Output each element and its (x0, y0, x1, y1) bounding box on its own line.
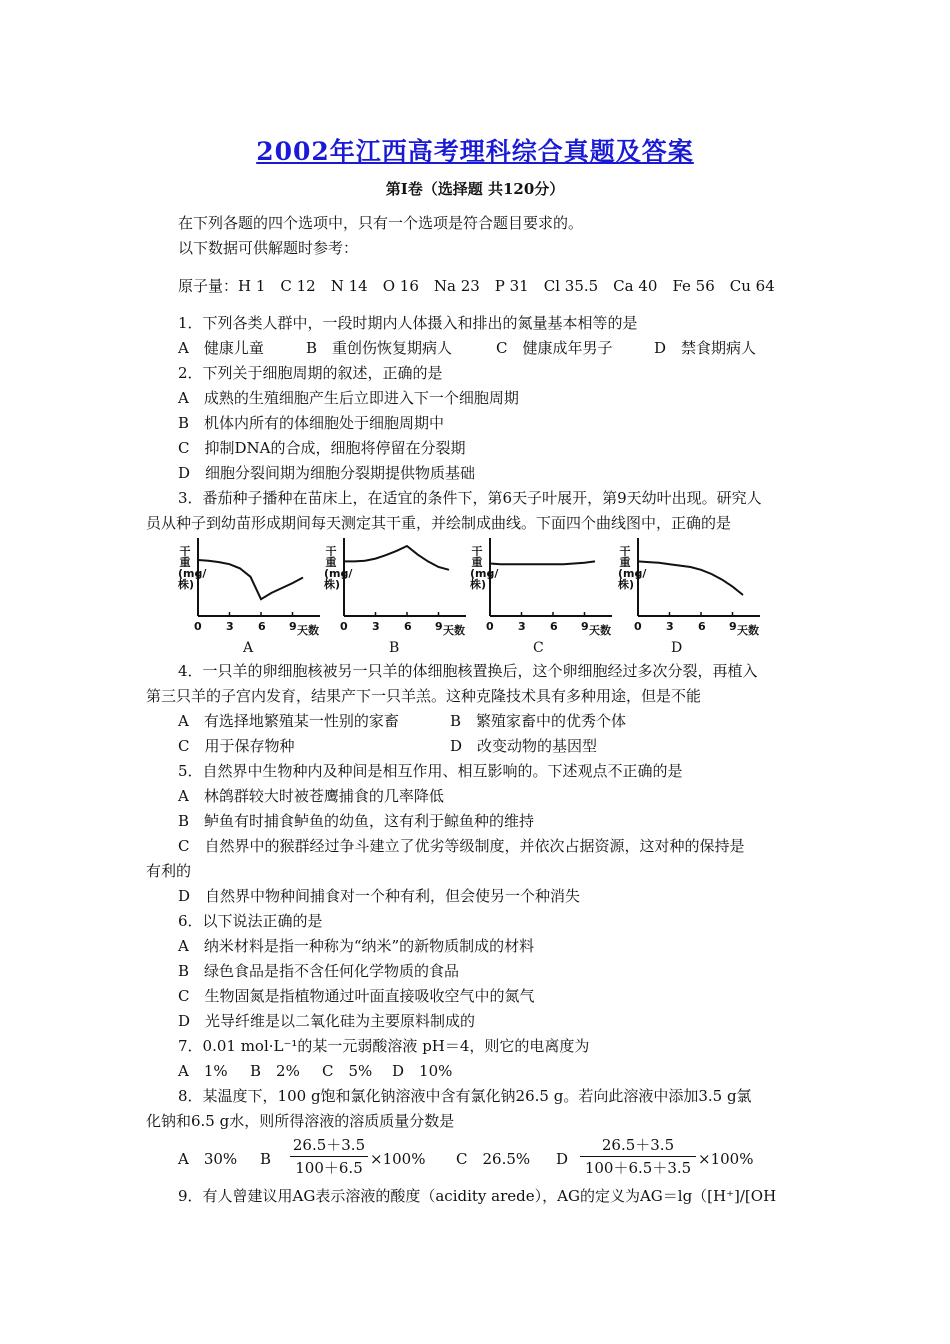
chart-a-ylabel: 干重(mg/株) (178, 545, 207, 591)
q8-fraction-d-denominator: 100＋6.5＋3.5 (584, 1159, 692, 1177)
q8-fraction-d (580, 1134, 696, 1179)
q2-option-b: B 机体内所有的体细胞处于细胞周期中 (178, 414, 445, 432)
chart-a-xlabel: 天数 (297, 624, 319, 637)
q8-fraction-d-numerator: 26.5＋3.5 (580, 1134, 696, 1157)
q8-fraction-b-numerator: 26.5＋3.5 (290, 1134, 368, 1157)
chart-d-tick-3: 3 (666, 620, 674, 633)
q4-stem-line-2: 第三只羊的子宫内发育，结果产下一只羊羔。这种克隆技术具有多种用途，但是不能 (146, 687, 702, 705)
q1-option-c: C 健康成年男子 (496, 339, 613, 357)
q8-option-d: D (556, 1150, 569, 1168)
q2-option-a: A 成熟的生殖细胞产生后立即进入下一个细胞周期 (178, 389, 519, 407)
chart-c-tick-3: 3 (518, 620, 526, 633)
q8-option-b-times: ×100% (370, 1150, 426, 1168)
chart-c-curve (490, 561, 595, 564)
chart-a-plot (176, 532, 324, 632)
q5-option-c-wrap: 有利的 (146, 862, 192, 880)
chart-d (616, 532, 764, 660)
chart-b-label: B (389, 640, 400, 656)
q7-stem: 7．0.01 mol·L⁻¹的某一元弱酸溶液 pH＝4，则它的电离度为 (178, 1037, 590, 1055)
chart-b (322, 532, 470, 660)
q1-option-b: B 重创伤恢复期病人 (306, 339, 453, 357)
chart-d-tick-0: 0 (634, 620, 642, 633)
chart-c-plot (468, 532, 616, 632)
q6-option-d: D 光导纤维是以二氧化硅为主要原料制成的 (178, 1012, 476, 1030)
chart-d-plot (616, 532, 764, 632)
q5-option-c: C 自然界中的猴群经过争斗建立了优劣等级制度，并依次占据资源，这对种的保持是 (178, 837, 745, 855)
chart-b-tick-9: 9 (435, 620, 443, 633)
q6-option-a: A 纳米材料是指一种称为“纳米”的新物质制成的材料 (178, 937, 535, 955)
q8-stem-line-1: 8．某温度下，100 g饱和氯化钠溶液中含有氯化钠26.5 g。若向此溶液中添加3.5 g氯 (178, 1087, 752, 1105)
section-heading: 第Ⅰ卷（选择题 共120分） (385, 180, 565, 198)
q8-option-c: C 26.5% (456, 1150, 531, 1168)
q3-stem-line-2: 员从种子到幼苗形成期间每天测定其干重，并绘制成曲线。下面四个曲线图中，正确的是 (146, 514, 732, 532)
q8-option-b: B (260, 1150, 272, 1168)
chart-a-tick-3: 3 (226, 620, 234, 633)
q7-options (178, 1060, 498, 1082)
q1-option-d: D 禁食期病人 (654, 339, 757, 357)
q2-stem: 2．下列关于细胞周期的叙述，正确的是 (178, 364, 443, 382)
q7-option-a: A 1% (178, 1062, 228, 1080)
q3-stem-line-1: 3．番茄种子播种在苗床上，在适宜的条件下，第6天子叶展开，第9天幼叶出现。研究人 (178, 489, 762, 507)
q8-option-a: A 30% (178, 1150, 238, 1168)
q1-options (178, 337, 798, 359)
q6-option-b: B 绿色食品是指不含任何化学物质的食品 (178, 962, 460, 980)
q9-stem: 9．有人曾建议用AG表示溶液的酸度（acidity arede），AG的定义为AG＝lg（[H⁺]/[OH (178, 1187, 777, 1205)
q8-option-d-times: ×100% (698, 1150, 754, 1168)
q4-stem-line-1: 4．一只羊的卵细胞核被另一只羊的体细胞核置换后，这个卵细胞经过多次分裂，再植入 (178, 662, 758, 680)
chart-a (176, 532, 324, 660)
q6-stem: 6．以下说法正确的是 (178, 912, 323, 930)
chart-c-tick-0: 0 (486, 620, 494, 633)
chart-c-tick-9: 9 (581, 620, 589, 633)
chart-a-curve (198, 560, 303, 599)
q6-option-c: C 生物固氮是指植物通过叶面直接吸收空气中的氮气 (178, 987, 535, 1005)
chart-b-plot (322, 532, 470, 632)
chart-a-tick-6: 6 (258, 620, 266, 633)
page-title[interactable]: 2002年江西高考理科综合真题及答案 (256, 137, 694, 166)
chart-a-tick-0: 0 (194, 620, 202, 633)
q4-options-row-1 (178, 710, 738, 732)
chart-b-ylabel: 干重(mg/株) (324, 545, 353, 591)
chart-a-label: A (243, 640, 254, 656)
chart-d-xlabel: 天数 (737, 624, 759, 637)
chart-b-tick-6: 6 (404, 620, 412, 633)
chart-a-tick-9: 9 (289, 620, 297, 633)
q5-stem: 5．自然界中生物种内及种间是相互作用、相互影响的。下述观点不正确的是 (178, 762, 683, 780)
q8-fraction-b (290, 1134, 368, 1179)
atomic-mass-line: 原子量：H 1 C 12 N 14 O 16 Na 23 P 31 Cl 35.5 Ca 40 Fe 56 Cu 64 (178, 277, 775, 295)
chart-c-label: C (533, 640, 544, 656)
q3-chart-options (176, 532, 766, 662)
q8-stem-line-2: 化钠和6.5 g水，则所得溶液的溶质质量分数是 (146, 1112, 455, 1130)
q2-option-c: C 抑制DNA的合成，细胞将停留在分裂期 (178, 439, 466, 457)
chart-b-tick-0: 0 (340, 620, 348, 633)
q5-option-a: A 林鸽群较大时被苍鹰捕食的几率降低 (178, 787, 444, 805)
chart-d-tick-6: 6 (698, 620, 706, 633)
chart-c-tick-6: 6 (550, 620, 558, 633)
q4-option-c: C 用于保存物种 (178, 737, 295, 755)
chart-c (468, 532, 616, 660)
q7-option-d: D 10% (392, 1062, 453, 1080)
q7-option-b: B 2% (250, 1062, 300, 1080)
q4-option-a: A 有选择地繁殖某一性别的家畜 (178, 712, 399, 730)
q5-option-d: D 自然界中物种间捕食对一个种有利，但会使另一个种消失 (178, 887, 581, 905)
intro-line-2: 以下数据可供解题时参考： (178, 239, 359, 257)
chart-b-curve (344, 546, 449, 570)
intro-line-1: 在下列各题的四个选项中，只有一个选项是符合题目要求的。 (178, 214, 584, 232)
chart-d-ylabel: 干重(mg/株) (618, 545, 647, 591)
q1-stem: 1．下列各类人群中，一段时期内人体摄入和排出的氮量基本相等的是 (178, 314, 638, 332)
chart-c-ylabel: 干重(mg/株) (470, 545, 499, 591)
q8-fraction-b-denominator: 100＋6.5 (295, 1159, 363, 1177)
chart-c-xlabel: 天数 (589, 624, 611, 637)
q2-option-d: D 细胞分裂间期为细胞分裂期提供物质基础 (178, 464, 476, 482)
q8-options (178, 1148, 798, 1170)
chart-b-tick-3: 3 (372, 620, 380, 633)
chart-d-curve (638, 561, 743, 595)
q4-option-d: D 改变动物的基因型 (450, 737, 598, 755)
chart-d-tick-9: 9 (729, 620, 737, 633)
chart-b-xlabel: 天数 (443, 624, 465, 637)
q1-option-a: A 健康儿童 (178, 339, 264, 357)
q4-option-b: B 繁殖家畜中的优秀个体 (450, 712, 627, 730)
q5-option-b: B 鲈鱼有时捕食鲈鱼的幼鱼，这有利于鲸鱼种的维持 (178, 812, 535, 830)
chart-d-label: D (671, 640, 683, 656)
q7-option-c: C 5% (322, 1062, 373, 1080)
q4-options-row-2 (178, 735, 738, 757)
